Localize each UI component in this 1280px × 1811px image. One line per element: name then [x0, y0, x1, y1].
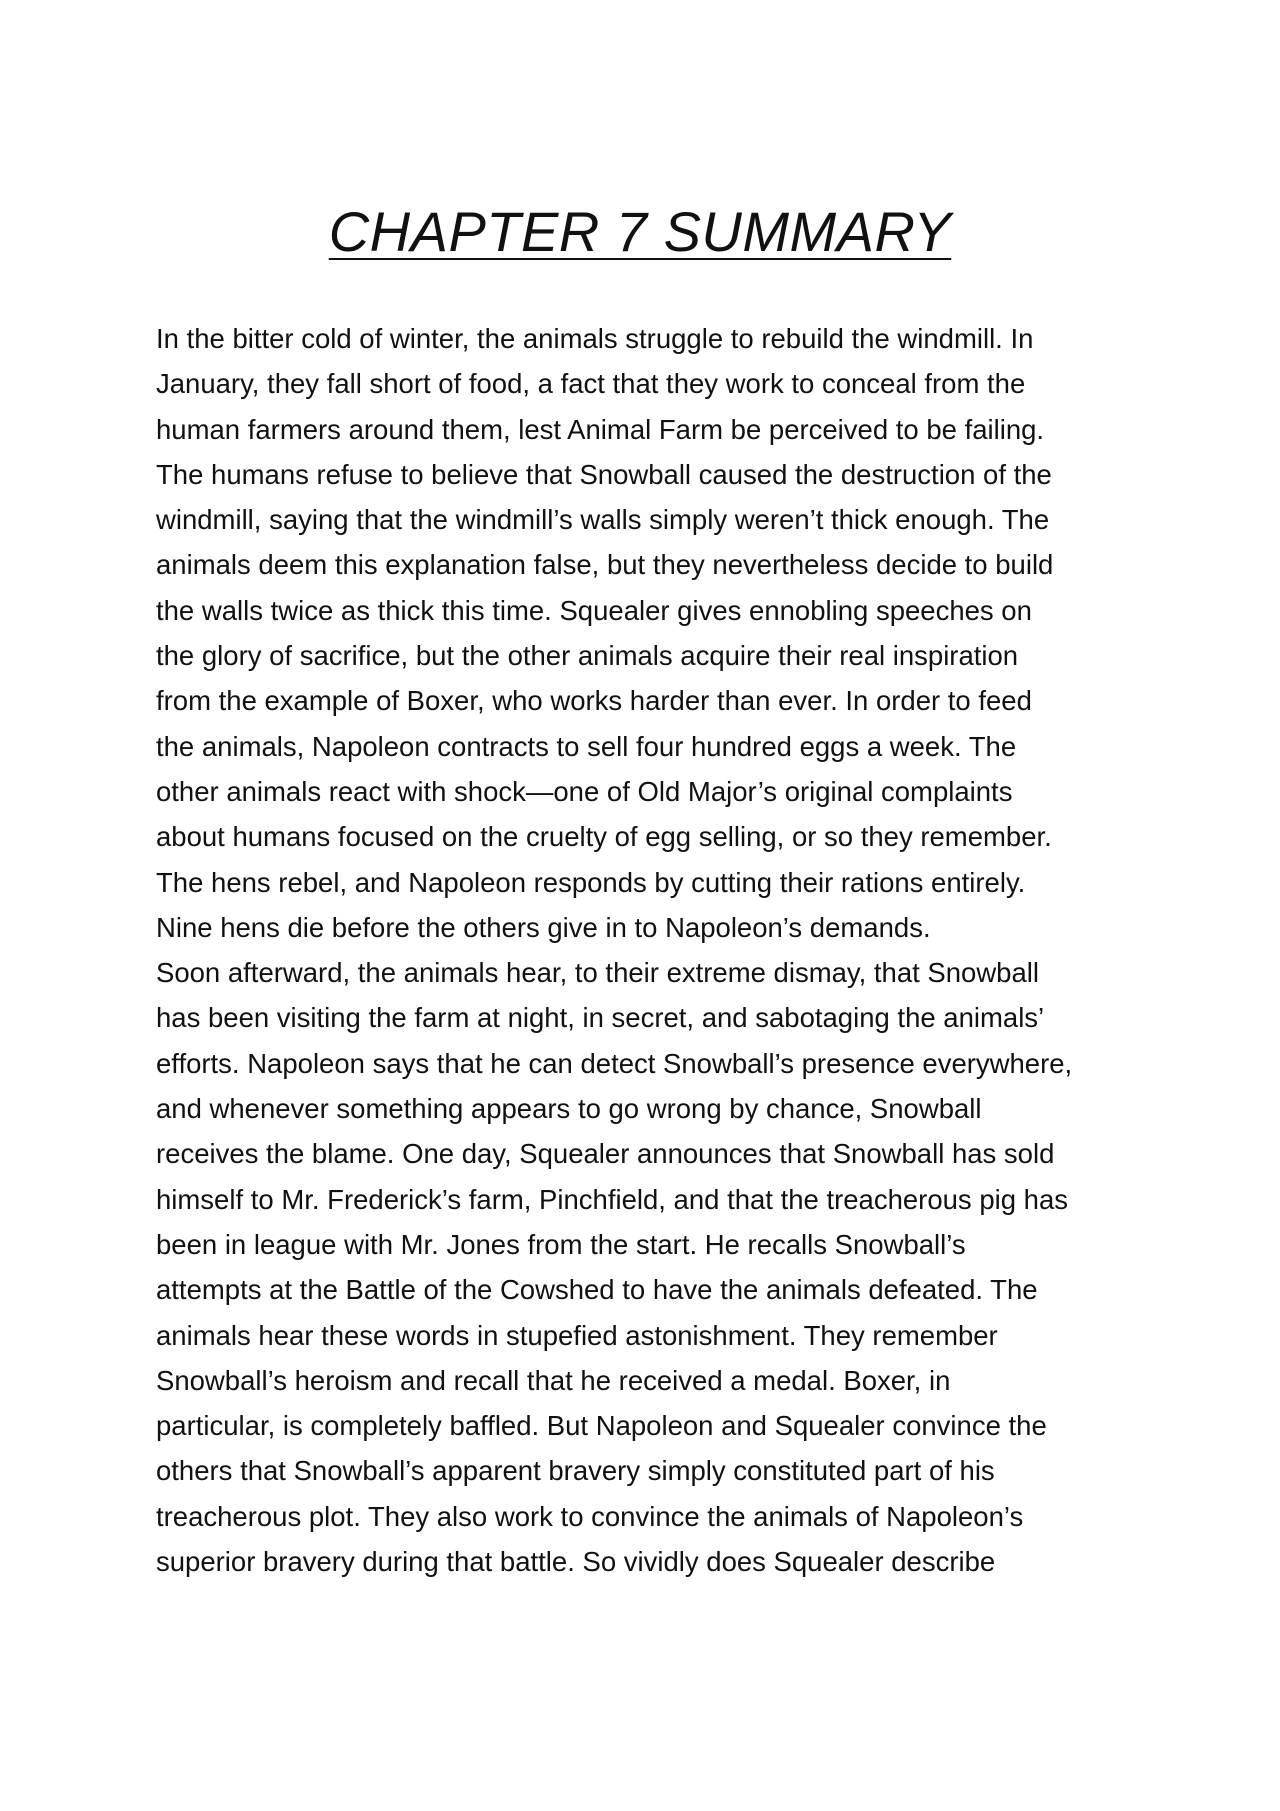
text-line: the glory of sacrifice, but the other animals acquire their real inspiration	[156, 640, 1019, 672]
text-line: The hens rebel, and Napoleon responds by cutting their rations entirely.	[156, 866, 1026, 898]
summary-body	[156, 316, 1156, 1584]
text-line: been in league with Mr. Jones from the start. He recalls Snowball’s	[156, 1228, 966, 1260]
text-line: and whenever something appears to go wrong by chance, Snowball	[156, 1093, 982, 1125]
text-line: the animals, Napoleon contracts to sell four hundred eggs a week. The	[156, 730, 1017, 762]
text-line: about humans focused on the cruelty of egg selling, or so they remember.	[156, 821, 1052, 853]
text-line: receives the blame. One day, Squealer announces that Snowball has sold	[156, 1138, 1055, 1170]
text-line: attempts at the Battle of the Cowshed to have the animals defeated. The	[156, 1274, 1038, 1306]
text-line: human farmers around them, lest Animal Farm be perceived to be failing.	[156, 413, 1045, 445]
text-line: particular, is completely baffled. But Napoleon and Squealer convince the	[156, 1410, 1047, 1442]
text-line: others that Snowball’s apparent bravery simply constituted part of his	[156, 1455, 995, 1487]
text-line: himself to Mr. Frederick’s farm, Pinchfield, and that the treacherous pig has	[156, 1183, 1068, 1215]
page-title: CHAPTER 7 SUMMARY	[328, 200, 952, 263]
text-line: treacherous plot. They also work to convince the animals of Napoleon’s	[156, 1500, 1024, 1532]
text-line: animals deem this explanation false, but they nevertheless decide to build	[156, 549, 1054, 581]
text-line: superior bravery during that battle. So vividly does Squealer describe	[156, 1546, 996, 1578]
text-line: In the bitter cold of winter, the animals struggle to rebuild the windmill. In	[156, 323, 1034, 354]
text-line: Nine hens die before the others give in to Napoleon’s demands.	[156, 911, 931, 943]
text-line: the walls twice as thick this time. Squealer gives ennobling speeches on	[156, 594, 1032, 626]
text-line: animals hear these words in stupefied astonishment. They remember	[156, 1319, 998, 1351]
text-line: The humans refuse to believe that Snowball caused the destruction of the	[156, 458, 1052, 490]
text-line: from the example of Boxer, who works harder than ever. In order to feed	[156, 685, 1032, 717]
text-line: other animals react with shock—one of Old Major’s original complaints	[156, 775, 1013, 807]
text-line: windmill, saying that the windmill’s walls simply weren’t thick enough. The	[156, 504, 1050, 536]
text-line: January, they fall short of food, a fact that they work to conceal from the	[156, 368, 1026, 400]
text-line: Snowball’s heroism and recall that he received a medal. Boxer, in	[156, 1364, 951, 1396]
text-line: has been visiting the farm at night, in secret, and sabotaging the animals’	[156, 1002, 1045, 1034]
text-line: Soon afterward, the animals hear, to their extreme dismay, that Snowball	[156, 957, 1039, 989]
text-line: efforts. Napoleon says that he can detect Snowball’s presence everywhere,	[156, 1047, 1073, 1079]
